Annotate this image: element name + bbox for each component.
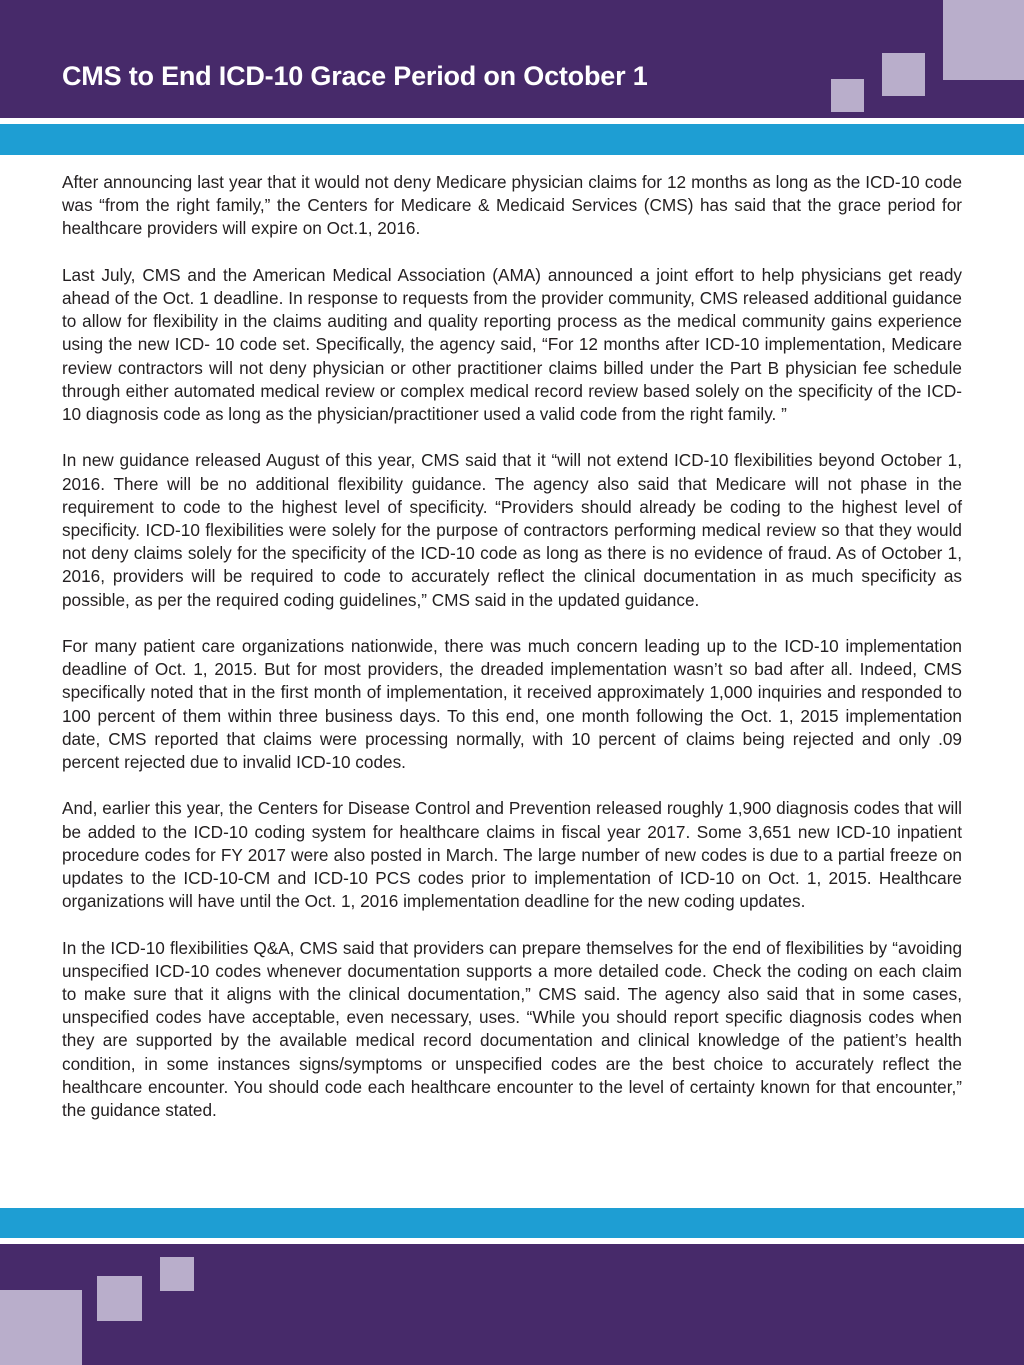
decorative-square-small <box>831 79 864 112</box>
decorative-square-medium <box>882 53 925 96</box>
article-paragraph: After announcing last year that it would not deny Medicare physician claims for 12 months as long as the ICD-10 code was “from the right family,” the Centers for Medicare & Medicaid Services (CMS) has said that the grace period for healthcare providers will expire on Oct.1, 2016. <box>62 172 962 239</box>
footer-band <box>0 1244 1024 1365</box>
decorative-square-small <box>160 1257 194 1291</box>
top-accent-stripe <box>0 124 1024 155</box>
article-paragraph: Last July, CMS and the American Medical Association (AMA) announced a joint effort to help physicians get ready ahead of the Oct. 1 deadline. In response to requests from the provider community, CMS released additional guidance to allow for flexibility in the claims auditing and quality reporting process as the medical community gains experience using the new ICD- 10 code set. Specifically, the agency said, “For 12 months after ICD-10 implementation, Medicare review contractors will not deny physician or other practitioner claims billed under the Part B physician fee schedule through either automated medical review or complex medical record review based solely on the specificity of the ICD-10 diagnosis code as long as the physician/practitioner used a valid code from the right family. ” <box>62 264 962 425</box>
page-title: CMS to End ICD-10 Grace Period on October 1 <box>62 61 648 91</box>
bottom-accent-stripe <box>0 1208 1024 1238</box>
article-paragraph: In the ICD-10 flexibilities Q&A, CMS said that providers can prepare themselves for the end of flexibilities by “avoiding unspecified ICD-10 codes whenever documentation supports a more detailed code. Check the coding on each claim to make sure that it aligns with the clinical documentation,” CMS said. The agency also said that in some cases, unspecified codes have acceptable, even necessary, uses. “While you should report specific diagnosis codes when they are supported by the available medical record documentation and clinical knowledge of the patient’s health condition, in some instances signs/symptoms or unspecified codes are the best choice to accurately reflect the healthcare encounter. You should code each healthcare encounter to the level of certainty known for that encounter,” the guidance stated. <box>62 937 962 1121</box>
article-paragraph: In new guidance released August of this year, CMS said that it “will not extend ICD-10 flexibilities beyond October 1, 2016. There will be no additional flexibility guidance. The agency also said that Medicare will not phase in the requirement to code to the highest level of specificity. “Providers should already be coding to the highest level of specificity. ICD-10 flexibilities were solely for the purpose of contractors performing medical review so that they would not deny claims solely for the specificity of the ICD-10 code as long as there is no evidence of fraud. As of October 1, 2016, providers will be required to code to accurately reflect the clinical documentation in as much specificity as possible, as per the required coding guidelines,” CMS said in the updated guidance. <box>62 450 962 610</box>
article-body <box>62 171 962 1145</box>
article-paragraph: And, earlier this year, the Centers for Disease Control and Prevention released roughly 1,900 diagnosis codes that will be added to the ICD-10 coding system for healthcare claims in fiscal year 2017. Some 3,651 new ICD-10 inpatient procedure codes for FY 2017 were also posted in March. The large number of new codes is due to a partial freeze on updates to the ICD-10-CM and ICD-10 PCS codes prior to implementation of ICD-10 on Oct. 1, 2015. Healthcare organizations will have until the Oct. 1, 2016 implementation deadline for the new coding updates. <box>62 798 962 912</box>
decorative-square-large <box>943 0 1024 80</box>
decorative-square-large <box>0 1290 82 1365</box>
article-paragraph: For many patient care organizations nationwide, there was much concern leading up to the ICD-10 implementation deadline of Oct. 1, 2015. But for most providers, the dreaded implementation wasn’t so bad after all. Indeed, CMS specifically noted that in the first month of implementation, it received approximately 1,000 inquiries and responded to 100 percent of them within three business days. To this end, one month following the Oct. 1, 2015 implementation date, CMS reported that claims were processing normally, with 10 percent of claims being rejected and only .09 percent rejected due to invalid ICD-10 codes. <box>62 636 962 773</box>
decorative-square-medium <box>97 1276 142 1321</box>
